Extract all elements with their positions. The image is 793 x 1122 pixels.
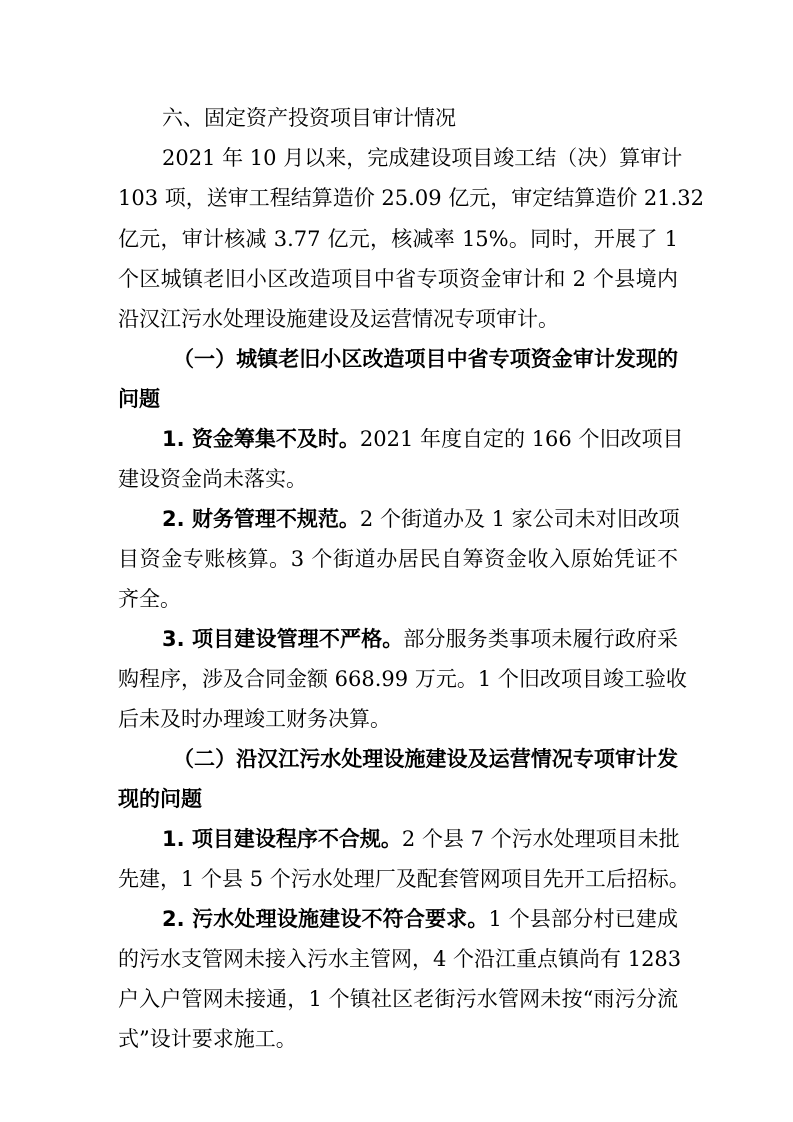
section-title: 六、固定资产投资项目审计情况 [162,106,456,130]
part2-item1-title: 1. 项目建设程序不合规。 [162,827,402,851]
part1-item3-line-2: 购程序，涉及合同金额 668.99 万元。1 个旧改项目竣工验收 [118,667,687,691]
intro-line-1: 2021 年 10 月以来，完成建设项目竣工结（决）算审计 [162,146,683,170]
part1-item3-title: 3. 项目建设管理不严格。 [162,627,404,651]
part2-item2-line-3: 户入户管网未接通，1 个镇社区老街污水管网未按“雨污分流 [118,987,678,1011]
intro-line-2: 103 项，送审工程结算造价 25.09 亿元，审定结算造价 21.32 [118,186,705,210]
part2-item1-line-2: 先建，1 个县 5 个污水处理厂及配套管网项目先开工后招标。 [118,867,690,891]
part1-item2-line-1 [162,499,678,539]
part2-item2-title: 2. 污水处理设施建设不符合要求。 [162,907,489,931]
part1-heading-line-2: 问题 [118,387,160,411]
part1-item1-line-2: 建设资金尚未落实。 [118,467,307,491]
part2-item2-line-4: 式”设计要求施工。 [118,1027,297,1051]
part1-item1-line-1 [162,419,684,459]
part1-item2-line-3: 齐全。 [118,587,181,611]
part2-item1-text: 2 个县 7 个污水处理项目未批 [401,827,680,851]
part1-item2-title: 2. 财务管理不规范。 [162,507,360,531]
part2-item2-line-1 [162,899,678,939]
part2-item2-text: 1 个县部分村已建成 [488,907,678,931]
part1-heading-line-1: （一）城镇老旧小区改造项目中省专项资金审计发现的 [173,347,678,371]
part1-item1-title: 1. 资金筹集不及时。 [162,427,360,451]
part1-item3-line-1 [162,619,678,659]
part2-heading-line-2: 现的问题 [118,787,202,811]
intro-line-5: 沿汉江污水处理设施建设及运营情况专项审计。 [118,307,559,331]
part2-item1-line-1 [162,819,678,859]
intro-line-4: 个区城镇老旧小区改造项目中省专项资金审计和 2 个县境内 [118,267,678,291]
part1-item3-line-3: 后未及时办理竣工财务决算。 [118,707,391,731]
part2-heading-line-1: （二）沿汉江污水处理设施建设及运营情况专项审计发 [173,747,678,771]
intro-line-3: 亿元，审计核减 3.77 亿元，核减率 15%。同时，开展了 1 [118,227,678,251]
part1-item2-line-2: 目资金专账核算。3 个街道办居民自筹资金收入原始凭证不 [118,547,678,571]
part2-item2-line-2: 的污水支管网未接入污水主管网，4 个沿江重点镇尚有 1283 [118,947,682,971]
part1-item1-text: 2021 年度自定的 166 个旧改项目 [359,427,684,451]
part1-item3-text: 部分服务类事项未履行政府采 [403,627,679,651]
part1-item2-text: 2 个街道办及 1 家公司未对旧改项 [359,507,680,531]
